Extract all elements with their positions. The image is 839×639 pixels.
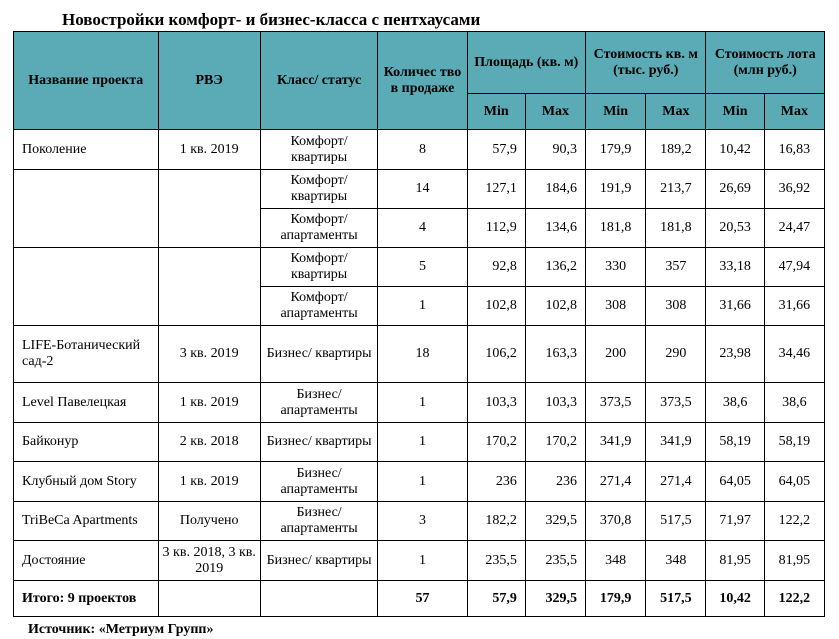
cell-class: Комфорт/ квартиры xyxy=(260,170,377,209)
cell-lot-max: 36,92 xyxy=(764,170,824,209)
header-price-lot: Стоимость лота (млн руб.) xyxy=(706,32,825,94)
cell-lot-max: 47,94 xyxy=(764,248,824,287)
cell-area-max: 170,2 xyxy=(525,423,585,462)
cell-count: 18 xyxy=(378,326,467,383)
cell-sqm-max: 373,5 xyxy=(646,383,706,423)
total-class xyxy=(260,581,377,617)
cell-sqm-min: 348 xyxy=(586,541,646,581)
cell-class: Комфорт/ апартаменты xyxy=(260,287,377,326)
cell-area-min: 92,8 xyxy=(467,248,525,287)
data-table xyxy=(13,31,825,617)
cell-lot-min: 33,18 xyxy=(706,248,764,287)
cell-area-max: 136,2 xyxy=(525,248,585,287)
cell-class: Бизнес/ квартиры xyxy=(260,326,377,383)
cell-area-max: 329,5 xyxy=(525,502,585,541)
cell-area-max: 163,3 xyxy=(525,326,585,383)
cell-sqm-min: 370,8 xyxy=(586,502,646,541)
cell-sqm-max: 189,2 xyxy=(646,130,706,170)
cell-class: Бизнес/ апартаменты xyxy=(260,462,377,502)
cell-name: Достояние xyxy=(14,541,159,581)
cell-area-max: 184,6 xyxy=(525,170,585,209)
cell-rve: 1 кв. 2019 xyxy=(158,462,260,502)
cell-sqm-max: 517,5 xyxy=(646,502,706,541)
table-row xyxy=(14,462,825,502)
cell-area-min: 182,2 xyxy=(467,502,525,541)
cell-lot-max: 34,46 xyxy=(764,326,824,383)
total-name: Итого: 9 проектов xyxy=(14,581,159,617)
cell-count: 4 xyxy=(378,209,467,248)
cell-rve: 1 кв. 2019 xyxy=(158,383,260,423)
cell-rve: 2 кв. 2018 xyxy=(158,423,260,462)
cell-area-min: 127,1 xyxy=(467,170,525,209)
cell-area-min: 106,2 xyxy=(467,326,525,383)
table-row xyxy=(14,502,825,541)
cell-class: Бизнес/ апартаменты xyxy=(260,383,377,423)
cell-class: Бизнес/ квартиры xyxy=(260,423,377,462)
header-sqm-max: Max xyxy=(646,94,706,130)
cell-area-max: 102,8 xyxy=(525,287,585,326)
table-row xyxy=(14,130,825,170)
cell-sqm-max: 341,9 xyxy=(646,423,706,462)
total-lot-max: 122,2 xyxy=(764,581,824,617)
cell-lot-min: 20,53 xyxy=(706,209,764,248)
cell-sqm-min: 179,9 xyxy=(586,130,646,170)
cell-sqm-max: 348 xyxy=(646,541,706,581)
header-area-min: Min xyxy=(467,94,525,130)
cell-sqm-min: 181,8 xyxy=(586,209,646,248)
cell-count: 14 xyxy=(378,170,467,209)
cell-class: Комфорт/ квартиры xyxy=(260,248,377,287)
cell-class: Бизнес/ квартиры xyxy=(260,541,377,581)
cell-rve: Получено xyxy=(158,502,260,541)
cell-area-max: 90,3 xyxy=(525,130,585,170)
cell-count: 1 xyxy=(378,383,467,423)
total-sqm-max: 517,5 xyxy=(646,581,706,617)
header-area-max: Max xyxy=(525,94,585,130)
cell-count: 1 xyxy=(378,423,467,462)
cell-sqm-max: 271,4 xyxy=(646,462,706,502)
table-row xyxy=(14,326,825,383)
cell-name: Level Павелецкая xyxy=(14,383,159,423)
table-row xyxy=(14,423,825,462)
cell-lot-max: 81,95 xyxy=(764,541,824,581)
total-rve xyxy=(158,581,260,617)
table-row xyxy=(14,383,825,423)
cell-lot-max: 24,47 xyxy=(764,209,824,248)
cell-count: 1 xyxy=(378,462,467,502)
cell-area-max: 134,6 xyxy=(525,209,585,248)
cell-lot-min: 58,19 xyxy=(706,423,764,462)
total-area-min: 57,9 xyxy=(467,581,525,617)
cell-count: 1 xyxy=(378,541,467,581)
cell-sqm-max: 357 xyxy=(646,248,706,287)
cell-name: Клубный дом Story xyxy=(14,462,159,502)
cell-name xyxy=(14,248,159,326)
cell-rve: 1 кв. 2019 xyxy=(158,130,260,170)
cell-sqm-min: 271,4 xyxy=(586,462,646,502)
total-lot-min: 10,42 xyxy=(706,581,764,617)
cell-sqm-min: 330 xyxy=(586,248,646,287)
cell-lot-min: 26,69 xyxy=(706,170,764,209)
cell-sqm-min: 373,5 xyxy=(586,383,646,423)
header-area: Площадь (кв. м) xyxy=(467,32,585,94)
cell-rve xyxy=(158,248,260,326)
cell-sqm-min: 200 xyxy=(586,326,646,383)
cell-count: 3 xyxy=(378,502,467,541)
cell-sqm-min: 341,9 xyxy=(586,423,646,462)
cell-area-min: 112,9 xyxy=(467,209,525,248)
table-row xyxy=(14,170,825,209)
table-row xyxy=(14,248,825,287)
header-price-sqm: Стоимость кв. м (тыс. руб.) xyxy=(586,32,706,94)
cell-lot-max: 31,66 xyxy=(764,287,824,326)
cell-class: Комфорт/ квартиры xyxy=(260,130,377,170)
cell-sqm-max: 308 xyxy=(646,287,706,326)
cell-sqm-min: 308 xyxy=(586,287,646,326)
cell-area-min: 102,8 xyxy=(467,287,525,326)
cell-area-min: 236 xyxy=(467,462,525,502)
cell-lot-max: 58,19 xyxy=(764,423,824,462)
header-name: Название проекта xyxy=(14,32,159,130)
header-class: Класс/ статус xyxy=(260,32,377,130)
cell-area-min: 57,9 xyxy=(467,130,525,170)
header-sqm-min: Min xyxy=(586,94,646,130)
source-note: Источник: «Метриум Групп» xyxy=(28,622,214,637)
header-lot-min: Min xyxy=(706,94,764,130)
cell-lot-min: 64,05 xyxy=(706,462,764,502)
table-row xyxy=(14,541,825,581)
cell-area-min: 235,5 xyxy=(467,541,525,581)
total-sqm-min: 179,9 xyxy=(586,581,646,617)
cell-lot-min: 31,66 xyxy=(706,287,764,326)
cell-lot-max: 64,05 xyxy=(764,462,824,502)
cell-rve: 3 кв. 2018, 3 кв. 2019 xyxy=(158,541,260,581)
cell-area-min: 103,3 xyxy=(467,383,525,423)
header-lot-max: Max xyxy=(764,94,824,130)
cell-area-min: 170,2 xyxy=(467,423,525,462)
cell-lot-min: 23,98 xyxy=(706,326,764,383)
cell-lot-min: 38,6 xyxy=(706,383,764,423)
total-count: 57 xyxy=(378,581,467,617)
total-row xyxy=(14,581,825,617)
total-area-max: 329,5 xyxy=(525,581,585,617)
cell-area-max: 236 xyxy=(525,462,585,502)
cell-sqm-max: 181,8 xyxy=(646,209,706,248)
cell-name: Поколение xyxy=(14,130,159,170)
header-rve: РВЭ xyxy=(158,32,260,130)
cell-count: 5 xyxy=(378,248,467,287)
cell-sqm-min: 191,9 xyxy=(586,170,646,209)
cell-lot-min: 81,95 xyxy=(706,541,764,581)
cell-area-max: 235,5 xyxy=(525,541,585,581)
cell-rve xyxy=(158,170,260,248)
header-count: Количес тво в продаже xyxy=(378,32,467,130)
cell-sqm-max: 290 xyxy=(646,326,706,383)
cell-name: TriBeCa Apartments xyxy=(14,502,159,541)
cell-lot-max: 16,83 xyxy=(764,130,824,170)
cell-count: 1 xyxy=(378,287,467,326)
page-title: Новостройки комфорт- и бизнес-класса с пентхаусами xyxy=(62,10,481,29)
cell-lot-min: 10,42 xyxy=(706,130,764,170)
cell-lot-max: 122,2 xyxy=(764,502,824,541)
cell-sqm-max: 213,7 xyxy=(646,170,706,209)
cell-lot-min: 71,97 xyxy=(706,502,764,541)
cell-area-max: 103,3 xyxy=(525,383,585,423)
cell-lot-max: 38,6 xyxy=(764,383,824,423)
cell-rve: 3 кв. 2019 xyxy=(158,326,260,383)
cell-class: Бизнес/ апартаменты xyxy=(260,502,377,541)
cell-name: LIFE-Ботанический сад-2 xyxy=(14,326,159,383)
cell-name: Байконур xyxy=(14,423,159,462)
cell-count: 8 xyxy=(378,130,467,170)
cell-name xyxy=(14,170,159,248)
cell-class: Комфорт/ апартаменты xyxy=(260,209,377,248)
